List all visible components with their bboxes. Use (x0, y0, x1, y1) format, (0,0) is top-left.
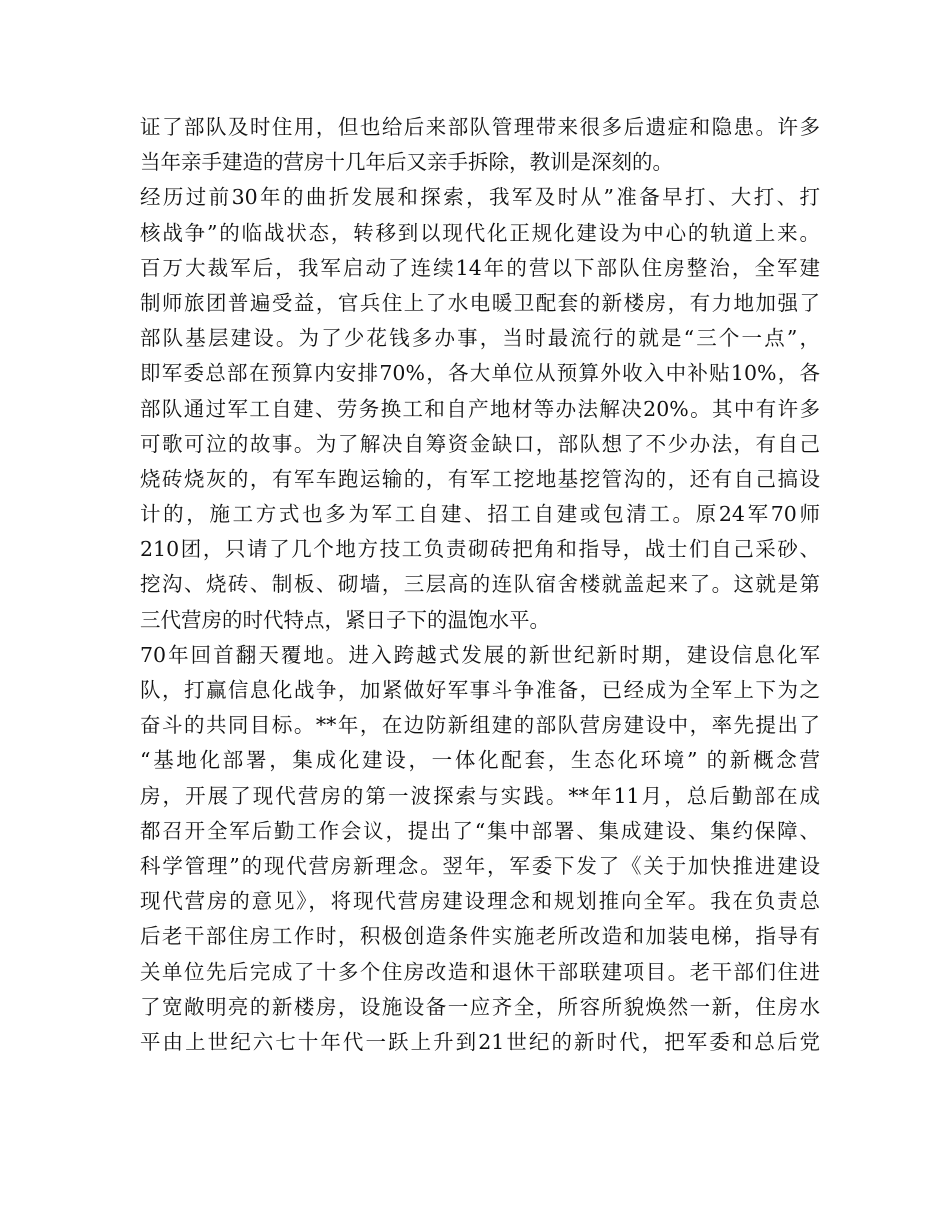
text-line: 平由上世纪六七十年代一跃上升到21世纪的新时代，把军委和总后党 (140, 1029, 820, 1054)
text-line: 都召开全军后勤工作会议，提出了“集中部署、集成建设、集约保障、 (140, 818, 820, 843)
text-line: 科学管理”的现代营房新理念。翌年，军委下发了《关于加快推进建设 (140, 853, 820, 878)
text-line: 即军委总部在预算内安排70%，各大单位从预算外收入中补贴10%，各 (140, 361, 820, 386)
text-line: 现代营房的意见》，将现代营房建设理念和规划推向全军。我在负责总 (140, 889, 820, 914)
text-line: 制师旅团普遍受益，官兵住上了水电暖卫配套的新楼房，有力地加强了 (140, 290, 820, 315)
document-page (140, 110, 820, 1060)
text-line: 70年回首翻天覆地。进入跨越式发展的新世纪新时期，建设信息化军 (140, 642, 820, 667)
text-line: 当年亲手建造的营房十几年后又亲手拆除，教训是深刻的。 (140, 150, 673, 175)
text-line: 挖沟、烧砖、制板、砌墙，三层高的连队宿舍楼就盖起来了。这就是第 (140, 572, 820, 597)
text-line: 210团，只请了几个地方技工负责砌砖把角和指导，战士们自己采砂、 (140, 537, 820, 562)
body-text (140, 110, 820, 1060)
text-line: 经历过前30年的曲折发展和探索，我军及时从”准备早打、大打、打 (140, 185, 820, 210)
text-line: 可歌可泣的故事。为了解决自筹资金缺口，部队想了不少办法，有自己 (140, 431, 820, 456)
text-line: 部队基层建设。为了少花钱多办事，当时最流行的就是“三个一点”， (140, 326, 820, 351)
text-line: 烧砖烧灰的，有军车跑运输的，有军工挖地基挖管沟的，还有自己搞设 (140, 466, 820, 491)
text-line: 房，开展了现代营房的第一波探索与实践。**年11月，总后勤部在成 (140, 783, 820, 808)
text-line: 三代营房的时代特点，紧日子下的温饱水平。 (140, 607, 550, 632)
text-line: 后老干部住房工作时，积极创造条件实施老所改造和加装电梯，指导有 (140, 924, 820, 949)
text-line: 队，打赢信息化战争，加紧做好军事斗争准备，已经成为全军上下为之 (140, 678, 820, 702)
text-line: 关单位先后完成了十多个住房改造和退休干部联建项目。老干部们住进 (140, 959, 820, 984)
text-line: “基地化部署，集成化建设，一体化配套，生态化环境” 的新概念营 (140, 748, 820, 773)
text-line: 核战争”的临战状态，转移到以现代化正规化建设为中心的轨道上来。 (140, 220, 820, 245)
text-line: 百万大裁军后，我军启动了连续14年的营以下部队住房整治，全军建 (140, 255, 820, 280)
text-line: 证了部队及时住用，但也给后来部队管理带来很多后遗症和隐患。许多 (140, 115, 820, 139)
text-line: 了宽敞明亮的新楼房，设施设备一应齐全，所容所貌焕然一新，住房水 (140, 994, 820, 1019)
text-line: 部队通过军工自建、劳务换工和自产地材等办法解决20%。其中有许多 (140, 396, 820, 421)
text-line: 奋斗的共同目标。**年，在边防新组建的部队营房建设中，率先提出了 (140, 713, 820, 738)
text-line: 计的，施工方式也多为军工自建、招工自建或包清工。原24军70师 (140, 502, 820, 527)
